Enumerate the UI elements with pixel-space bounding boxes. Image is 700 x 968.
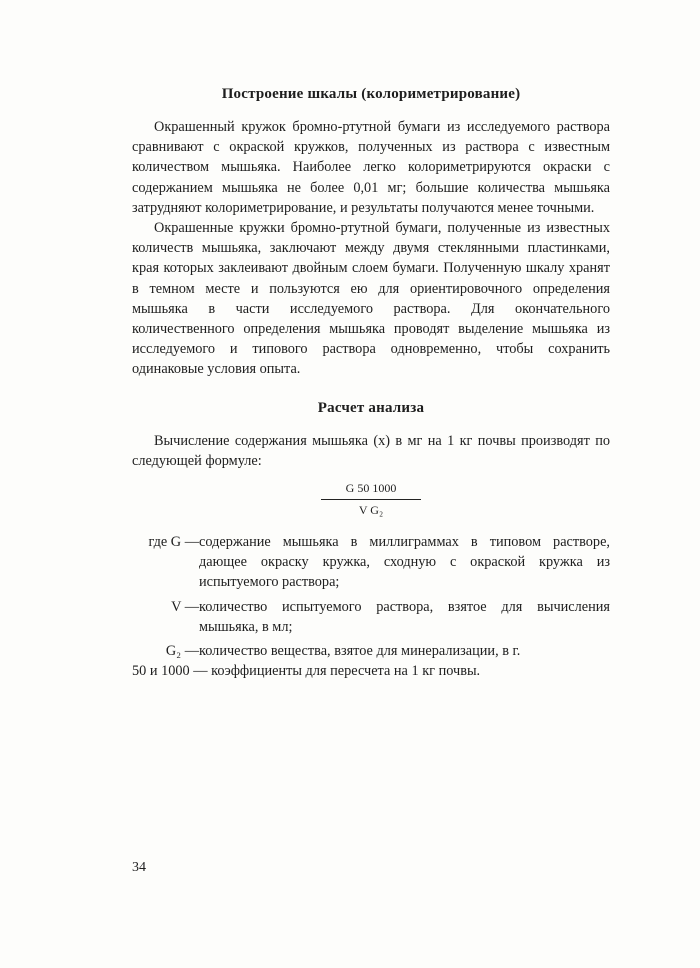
- definition-g-symbol: где G —: [148, 534, 199, 551]
- definition-g2: [132, 641, 610, 661]
- paragraph-scale-1: Окрашенный кружок бромно-ртутной бумаги из исследуемого раствора сравнивают с окраской кружков, полученных из раствора с известным количеством мышьяка. Наиболее легко колориметрируются окраски с содержанием мышьяка не более 0,01 мг; большие количества мышьяка затрудняют колориметрирование, и результаты получаются менее точными.: [132, 119, 610, 216]
- formula-denominator: V G₂: [358, 503, 384, 518]
- definition-g: [132, 532, 610, 593]
- definition-g-text: содержание мышьяка в миллиграммах в типовом растворе, дающее окраску кружка, сходную с окраской кружка из испытуемого раствора;: [199, 534, 610, 591]
- definition-v-symbol: V —: [171, 598, 199, 615]
- formula: [321, 481, 421, 518]
- formula-numerator: G 50 1000: [345, 481, 397, 496]
- definition-g2-symbol: G₂ —: [165, 643, 199, 660]
- section-heading-calculation: Расчет анализа: [317, 399, 425, 416]
- coefficients-note: 50 и 1000 — коэффициенты для пересчета на 1 кг почвы.: [132, 663, 481, 680]
- variable-definitions: [132, 532, 610, 681]
- page-number: 34: [132, 860, 146, 875]
- section-heading-scale: Построение шкалы (колориметрирование): [221, 86, 521, 102]
- definition-v-text: количество испытуемого раствора, взятое для вычисления мышьяка, в мл;: [199, 598, 610, 635]
- page-content: [132, 80, 610, 681]
- paragraph-calculation: Вычисление содержания мышьяка (x) в мг на 1 кг почвы производят по следующей формуле:: [132, 432, 610, 469]
- definition-v: [132, 597, 610, 637]
- paragraph-scale-2: Окрашенные кружки бромно-ртутной бумаги, полученные из известных количеств мышьяка, заключают между двумя стеклянными пластинками, края которых заклеивают двойным слоем бумаги. Полученную шкалу хранят в темном месте и пользуются ею для ориентировочного определения мышьяка в части исследуемого раствора. Для окончательного количественного определения мышьяка проводят выделение мышьяка из исследуемого и типового раствора одновременно, чтобы сохранить одинаковые условия опыта.: [132, 220, 610, 378]
- definition-g2-text: количество вещества, взятое для минерализации, в г.: [199, 643, 521, 660]
